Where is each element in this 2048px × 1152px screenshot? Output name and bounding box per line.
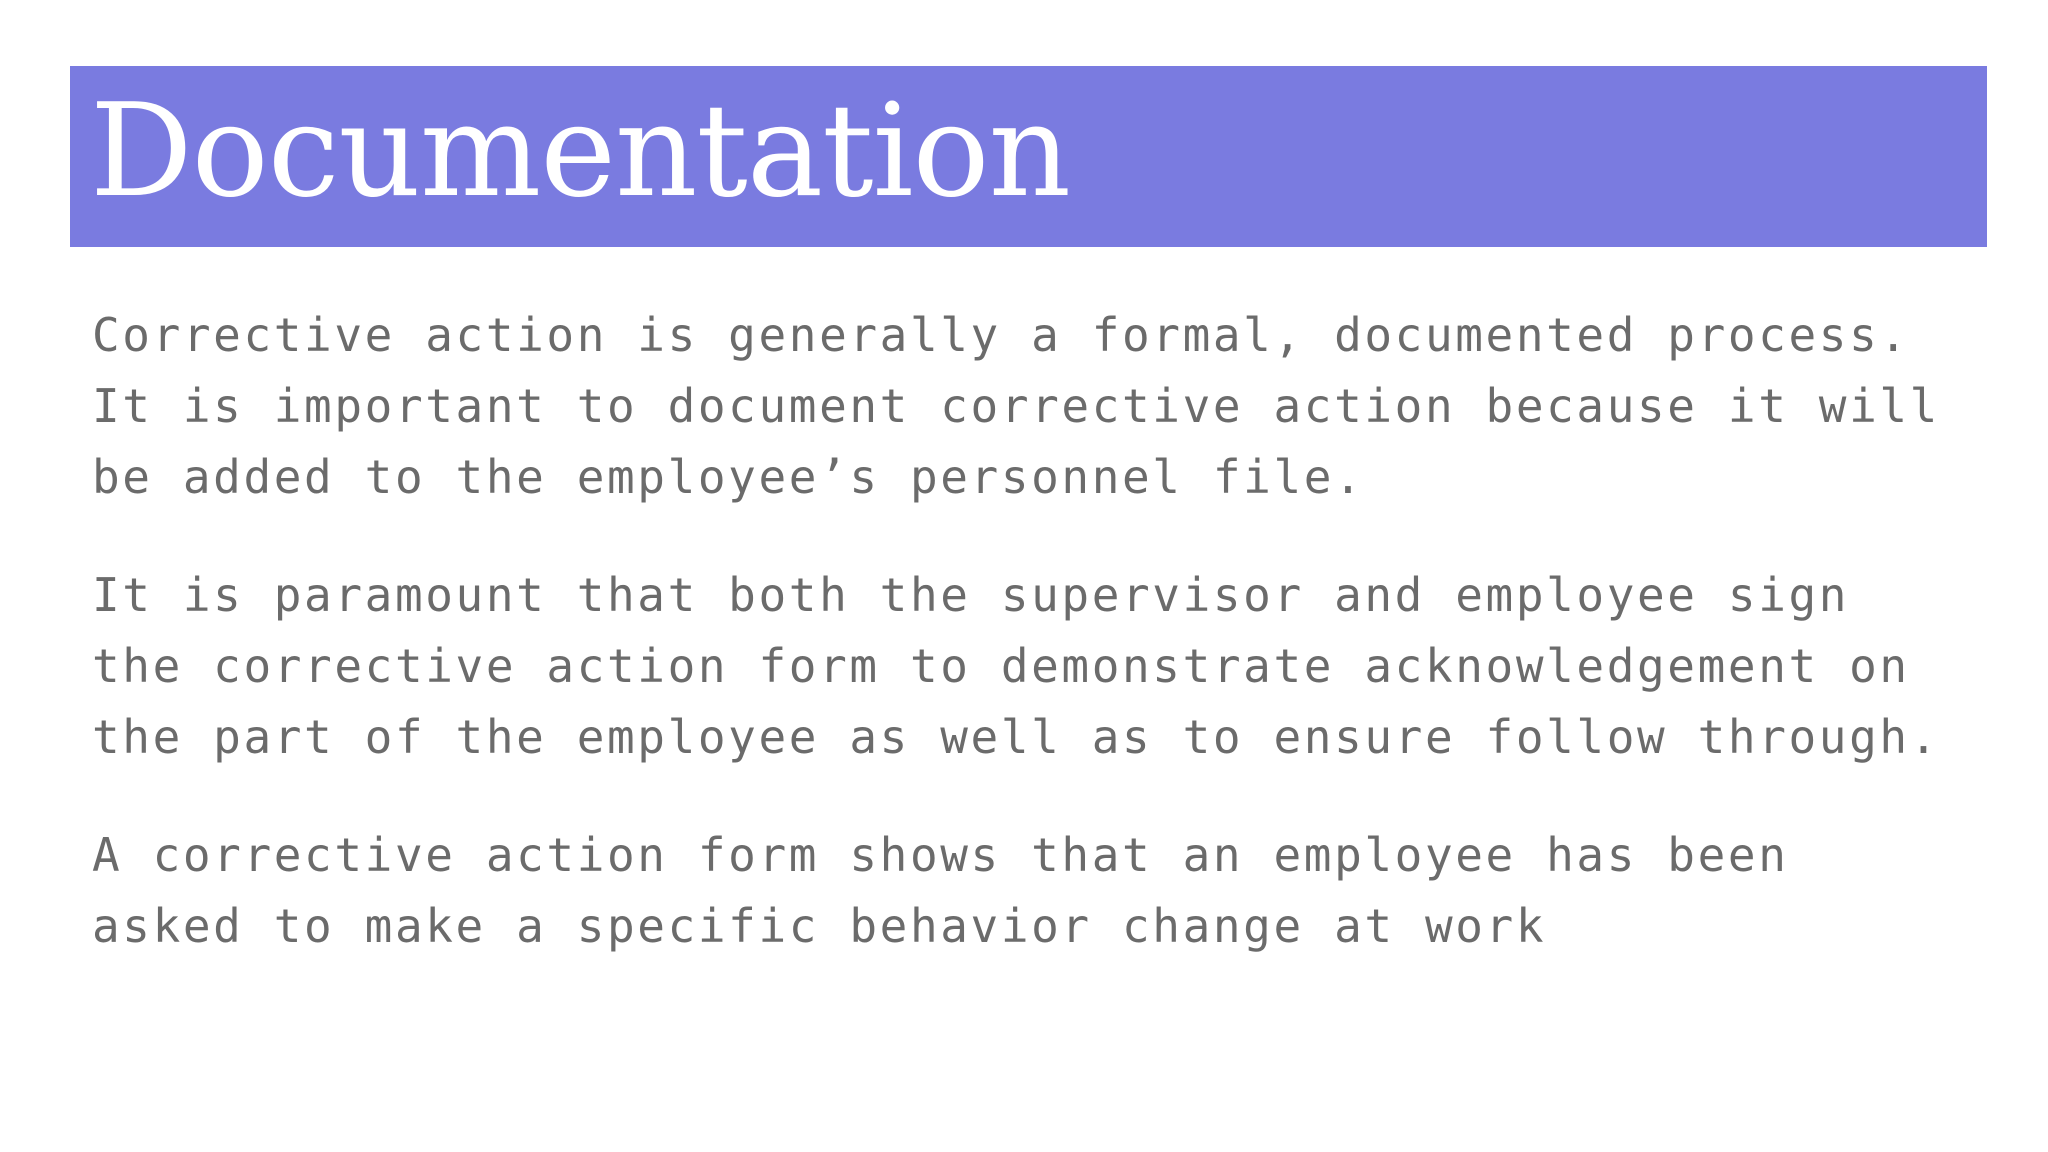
paragraph-1 bbox=[92, 300, 2012, 513]
title-band bbox=[70, 66, 1987, 247]
paragraph-line: A corrective action form shows that an employee has been bbox=[92, 828, 1789, 882]
paragraph-line: Corrective action is generally a formal, documented process. bbox=[92, 308, 1910, 362]
slide-body bbox=[92, 300, 2012, 1009]
paragraph-3 bbox=[92, 820, 2012, 962]
paragraph-line: the corrective action form to demonstrate acknowledgement on bbox=[92, 639, 1910, 693]
slide-title: Documentation bbox=[90, 77, 1070, 226]
paragraph-line: be added to the employee’s personnel file. bbox=[92, 450, 1365, 504]
paragraph-line: It is important to document corrective action because it will bbox=[92, 379, 1940, 433]
paragraph-line: the part of the employee as well as to ensure follow through. bbox=[92, 710, 1940, 764]
paragraph-line: It is paramount that both the supervisor and employee sign bbox=[92, 568, 1850, 622]
paragraph-line: asked to make a specific behavior change at work bbox=[92, 899, 1547, 953]
paragraph-2 bbox=[92, 560, 2012, 773]
